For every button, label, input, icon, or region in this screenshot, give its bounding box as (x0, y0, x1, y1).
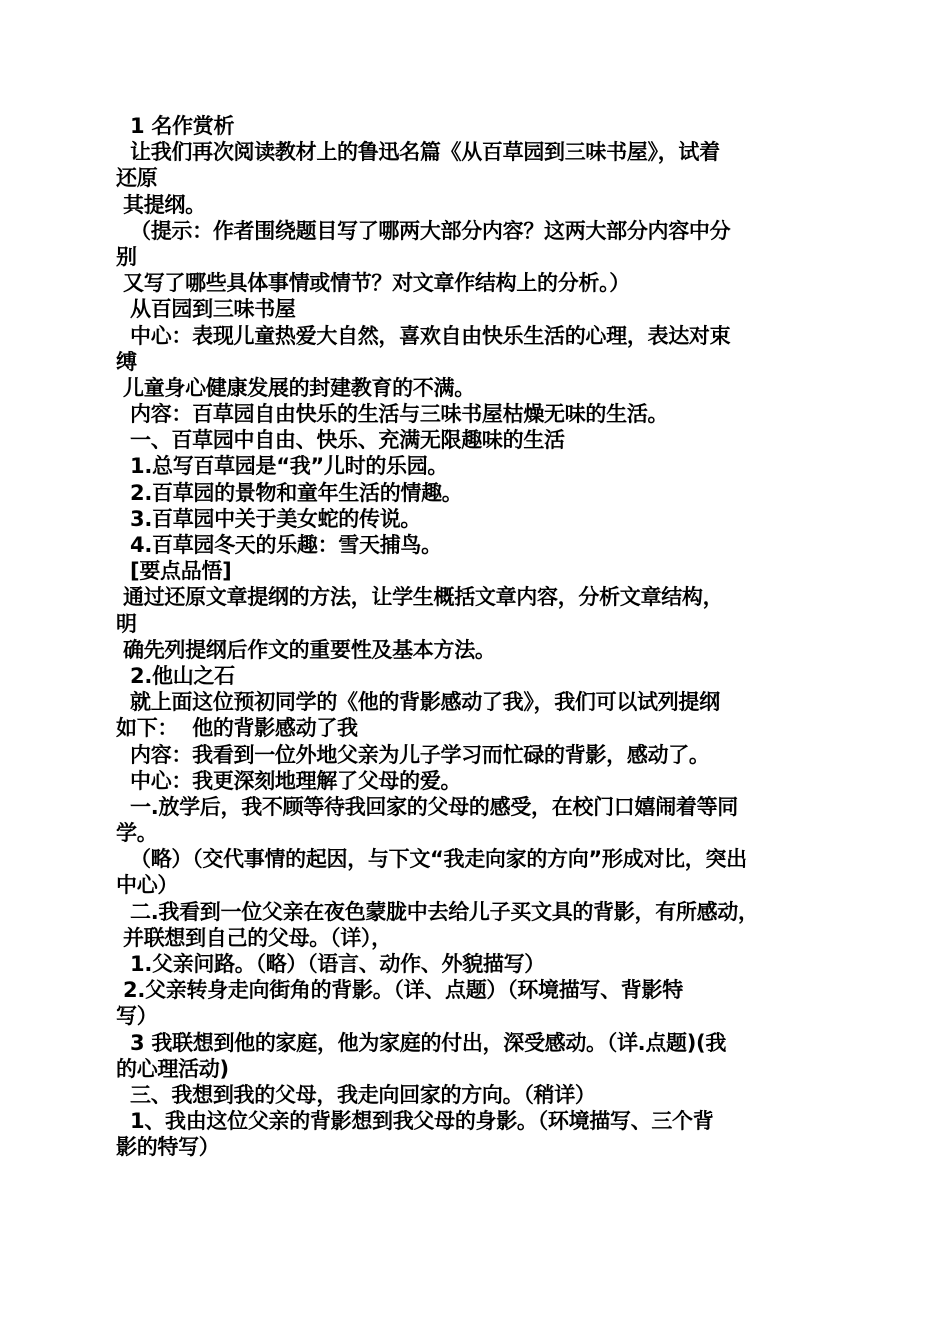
paragraph-line: 并联想到自己的父母。（详）， (116, 925, 392, 950)
paragraph-line: 学。 (116, 821, 158, 846)
list-item: 2.父亲转身走向街角的背影。（详、点题）（环境描写、背影特 (116, 978, 683, 1003)
paragraph-line: 就上面这位预初同学的《他的背影感动了我》，我们可以试列提纲 (116, 690, 720, 715)
paragraph-line: 让我们再次阅读教材上的鲁迅名篇《从百草园到三味书屋》，试着 (116, 140, 720, 165)
paragraph-line: 又写了哪些具体事情或情节？对文章作结构上的分析。） (116, 271, 631, 296)
list-item: 1.父亲问路。（略）（语言、动作、外貌描写） (116, 952, 546, 976)
list-item: 1.总写百草园是“我”儿时的乐园。 (116, 454, 449, 479)
outline-title: 从百园到三味书屋 (116, 297, 296, 322)
outline-part-heading: 二.我看到一位父亲在夜色蒙胧中去给儿子买文具的背影，有所感动， (116, 899, 759, 924)
outline-part-heading: 一.放学后，我不顾等待我回家的父母的感受，在校门口嬉闹着等同 (116, 794, 738, 819)
paragraph-line: 还原 (116, 166, 158, 191)
list-item: 2.百草园的景物和童年生活的情趣。 (116, 480, 463, 505)
section-heading-1: 1 名作赏析 (116, 114, 235, 138)
document-body (116, 113, 836, 1161)
paragraph-line: 别 (116, 244, 137, 269)
outline-part-heading: 一、百草园中自由、快乐、充满无限趣味的生活 (116, 428, 565, 453)
paragraph-line: 通过还原文章提纲的方法，让学生概括文章内容，分析文章结构， (116, 585, 724, 610)
list-item: 3.百草园中关于美女蛇的传说。 (116, 506, 422, 531)
paragraph-line: 明 (116, 611, 137, 636)
paragraph-line: 内容：百草园自由快乐的生活与三味书屋枯燥无味的生活。 (116, 402, 669, 427)
paragraph-line: 中心：我更深刻地理解了父母的爱。 (116, 768, 462, 793)
paragraph-line: 内容：我看到一位外地父亲为儿子学习而忙碌的背影，感动了。 (116, 742, 710, 767)
list-item: 1、我由这位父亲的背影想到我父母的身影。（环境描写、三个背 (116, 1109, 714, 1134)
paragraph-line: 儿童身心健康发展的封建教育的不满。 (116, 375, 475, 400)
paragraph-line: 的心理活动) (116, 1056, 229, 1081)
paragraph-line: （略）（交代事情的起因，与下文“我走向家的方向”形成对比，突出 (116, 847, 747, 872)
list-item: 3 我联想到他的家庭，他为家庭的付出，深受感动。（详.点题)(我 (116, 1030, 727, 1055)
paragraph-line: 如下： 他的背影感动了我 (116, 716, 358, 741)
outline-part-heading: 三、我想到我的父母，我走向回家的方向。（稍详） (116, 1082, 596, 1107)
section-heading-2: 2.他山之石 (116, 663, 235, 688)
paragraph-line: 中心：表现儿童热爱大自然，喜欢自由快乐生活的心理，表达对束 (116, 323, 731, 348)
paragraph-line: 中心） (116, 873, 179, 898)
paragraph-line: 确先列提纲后作文的重要性及基本方法。 (116, 637, 496, 662)
paragraph-line: 缚 (116, 349, 137, 374)
paragraph-line: 写） (116, 1004, 158, 1029)
paragraph-line: （提示：作者围绕题目写了哪两大部分内容？这两大部分内容中分 (116, 218, 731, 243)
paragraph-line: 影的特写） (116, 1135, 220, 1160)
paragraph-line: 其提纲。 (116, 192, 206, 217)
list-item: 4.百草园冬天的乐趣：雪天捕鸟。 (116, 533, 442, 557)
key-points-heading: [要点品悟] (116, 559, 232, 584)
